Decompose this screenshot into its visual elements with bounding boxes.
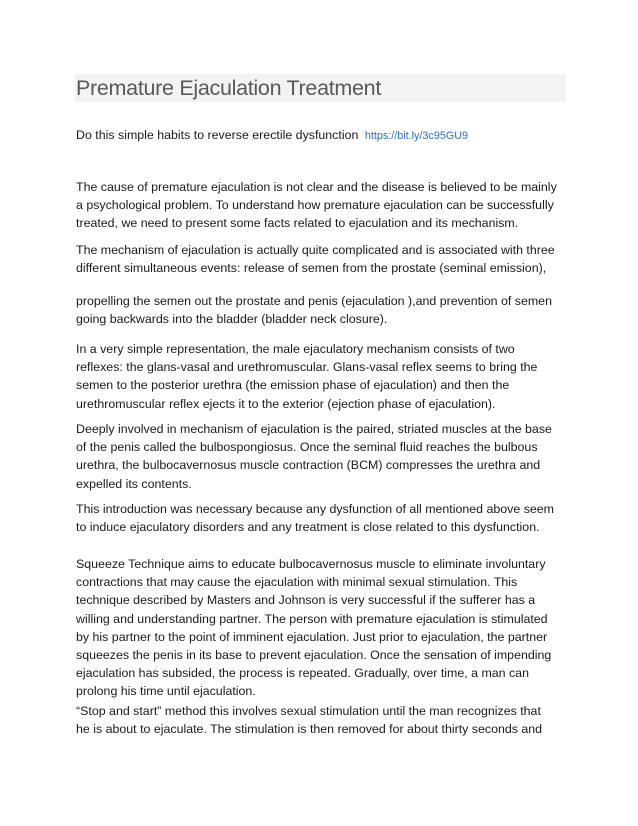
paragraph-line: to induce ejaculatory disorders and any treatment is close related to this dysfunction. <box>76 520 540 535</box>
paragraph-line: ejaculation has subsided, the process is repeated. Gradually, over time, a man can <box>76 666 529 681</box>
paragraph-line: willing and understanding partner. The person with premature ejaculation is stimulated <box>76 611 548 626</box>
paragraph-line: going backwards into the bladder (bladder neck closure). <box>76 312 388 327</box>
paragraph-line: a psychological problem. To understand how premature ejaculation can be successfully <box>76 198 554 213</box>
intro-link[interactable]: https://bit.ly/3c95GU9 <box>364 130 469 142</box>
page-title: Premature Ejaculation Treatment <box>76 76 381 100</box>
paragraph-line: reflexes: the glans-vasal and urethromuscular. Glans-vasal reflex seems to bring the <box>76 360 538 375</box>
paragraph-line: urethra, the bulbocavernosus muscle contraction (BCM) compresses the urethra and <box>76 458 541 473</box>
paragraph-line: squeezes the penis in its base to prevent ejaculation. Once the sensation of impending <box>76 648 552 663</box>
paragraph-line: treated, we need to present some facts related to ejaculation and its mechanism. <box>76 216 519 231</box>
paragraph-line: Squeeze Technique aims to educate bulbocavernosus muscle to eliminate involuntary <box>76 557 546 571</box>
paragraph-line: This introduction was necessary because any dysfunction of all mentioned above seem <box>76 502 554 516</box>
paragraph-line: by his partner to the point of imminent ejaculation. Just prior to ejaculation, the partner <box>76 629 548 644</box>
paragraph-line: propelling the semen out the prostate and penis (ejaculation ),and prevention of semen <box>76 294 552 308</box>
paragraph-line: contractions that may cause the ejaculation with minimal sexual stimulation. This <box>76 575 518 590</box>
paragraph-line: “Stop and start” method this involves sexual stimulation until the man recognizes that <box>76 704 541 718</box>
paragraph <box>76 241 568 277</box>
paragraph-line: The mechanism of ejaculation is actually quite complicated and is associated with three <box>76 243 555 257</box>
paragraph-line: Deeply involved in mechanism of ejaculation is the paired, striated muscles at the base <box>76 422 552 436</box>
paragraph <box>76 702 568 738</box>
paragraph-line: The cause of premature ejaculation is not clear and the disease is believed to be mainly <box>76 180 557 194</box>
intro-text: Do this simple habits to reverse erectile dysfunction <box>76 128 359 142</box>
paragraph <box>76 555 568 701</box>
paragraph-line: prolong his time until ejaculation. <box>76 684 256 699</box>
paragraph <box>76 420 568 493</box>
paragraph <box>76 178 568 233</box>
paragraph-line: expelled its contents. <box>76 476 192 491</box>
paragraph <box>76 292 568 328</box>
paragraph-line: different simultaneous events: release of semen from the prostate (seminal emission), <box>76 261 547 276</box>
paragraph-line: technique described by Masters and Johnson is very successful if the sufferer has a <box>76 593 536 608</box>
paragraph <box>76 500 568 536</box>
paragraph-line: In a very simple representation, the male ejaculatory mechanism consists of two <box>76 342 515 356</box>
paragraph-line: urethromuscular reflex ejects it to the exterior (ejection phase of ejaculation). <box>76 396 496 411</box>
paragraph-line: of the penis called the bulbospongiosus. Once the seminal fluid reaches the bulbous <box>76 440 538 455</box>
intro-line <box>76 126 468 145</box>
paragraph-line: semen to the posterior urethra (the emission phase of ejaculation) and then the <box>76 378 510 393</box>
paragraph-line: he is about to ejaculate. The stimulation is then removed for about thirty seconds and <box>76 722 543 737</box>
paragraph <box>76 340 568 413</box>
